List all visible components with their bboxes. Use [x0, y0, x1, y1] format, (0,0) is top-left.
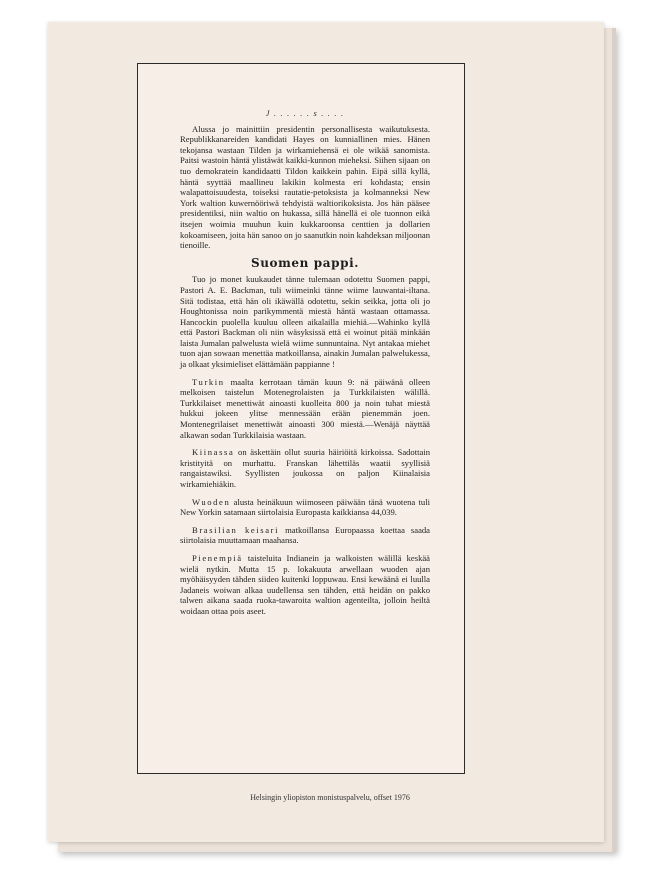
paragraph-indian-battles: [180, 553, 430, 617]
paragraph-text: maalta kerrotaan tämän kuun 9: nä päiwänä olleen melkoisen taistelun Motenegrolaisten ja Turkkilaisten wälillä. Turkkilaiset menettiwät ainoasti kuolleita 800 ja noin tuhat miestä hukkui jokeen ylitse mennessään erään pienemmän joen. Montenegrilaiset menettiwät ainoasti 300 miestä.—Wenäjä näyttää alkawan sodan Turkkilaisia wastaan.: [180, 376, 430, 440]
paragraph-brazil-emperor: [180, 525, 430, 546]
paragraph-finnish-pastor: [180, 274, 430, 369]
paragraph-text: Alussa jo mainittiin presidentin personallisesta waikutuksesta. Republikkanareiden kandidati Hayes on kunniallinen mies. Hänen tekojansa wastaan Tilden ja wirkamiehensä ei ole wikää sanomista. Paitsi wastoin häntä ylistäwät kaikki-kunnon mieheksi. Siihen sijaan on tuo demokratein kandidaatti Tildon kaikkein pahin. Eipä sillä kyllä, häntä syyttää maallineu lakikin kolmesta eri kohdasta; ensin walapattoisuudesta, toiseksi rautatie-petoksista ja kolmanneksi New York waltion kuwernööriwä tehdyistä waltiorikoksista. Jos hän pääsee presidentiksi, niin waltio on hukassa, sillä hänellä ei ole tuonnon eikä itsejen woimia muuhun kuin kukkaroonsa centtien ja dollarien kokoamiseen, joita hän sanoo on jo saanutkin noin kahdeksan miljoonan tienoille.: [180, 123, 430, 251]
paragraph-immigrants: [180, 497, 430, 518]
clipping-frame: [137, 63, 465, 774]
paragraph-text: alusta heinäkuun wiimoseen päiwään tänä wuotena tuli New Yorkin satamaan siirtolaisia Europasta kaikkiansa 44,039.: [180, 496, 430, 518]
clipping-heading: J . . . . . . s . . . .: [265, 109, 345, 118]
paragraph-presidential-candidates: [180, 124, 430, 251]
paragraph-text: matkoillansa Europaassa koettaa saada siirtolaisia muuttamaan maahansa.: [180, 524, 430, 546]
printer-imprint: Helsingin yliopiston monistuspalvelu, offset 1976: [250, 793, 410, 802]
lead-word: Turkin: [192, 376, 225, 387]
lead-word: Wuoden: [192, 496, 231, 507]
booklet-back-cover: [48, 22, 604, 842]
paragraph-china: [180, 447, 430, 489]
paragraph-turkey: [180, 377, 430, 441]
paragraph-text: taisteluita Indianein ja walkoisten wälillä keskää wielä nytkin. Mutta 15 p. lokakuuta arwellaan wuoden ajan myöhäisyyden tähden siideo kuitenki loppuwau. Ensi kewäänä ei luulla Jadaneis woiwan alkaa uudellensa sen tähden, että heidän on pakko talwen aikana saada ruoka-tawaroita waltion agenteilta, jolloin heiltä woidaan ottaa pois aseet.: [180, 552, 430, 616]
paragraph-text: Tuo jo monet kuukaudet tänne tulemaan odotettu Suomen pappi, Pastori A. E. Backman, tuli wiimeinki tänne wiime lauwantai-iltana. Sitä todistaa, että hän oli ikäwällä odotettu, sekin seikka, jotta oli jo Houghtonissa noin parikymmentä miestä häntä wastaan ottamassa. Hancockin puolella kuuluu olleen aikalailla miehiä.—Wahinko kyllä että Pastori Backman oli niin wäsyksissä että ei woinut pitää minkään laista Jumalan palwelusta wielä wiime sunnuntaina. Nyt antakaa miehet tuon ajan sowaan menettäa matkoillansa, ainakin Jumalan palwelukessa, ja olkaat yksimieliset elättämään pappianne !: [180, 274, 430, 370]
newspaper-clipping: [180, 109, 430, 624]
article-title: Suomen pappi.: [250, 255, 360, 270]
paragraph-text: on äskettäin ollut suuria häiriöitä kirkoissa. Sadottain kristityitä on murhattu. Franskan lähettiläs waatii syyllisiä rangaistawiksi. Syyllisten joukossa on paljon Kiinalaisia wirkamiehiäkin.: [180, 447, 431, 489]
lead-word: Brasilian keisari: [192, 524, 280, 535]
lead-word: Pienempiä: [192, 552, 243, 563]
lead-word: Kiinassa: [192, 447, 235, 458]
